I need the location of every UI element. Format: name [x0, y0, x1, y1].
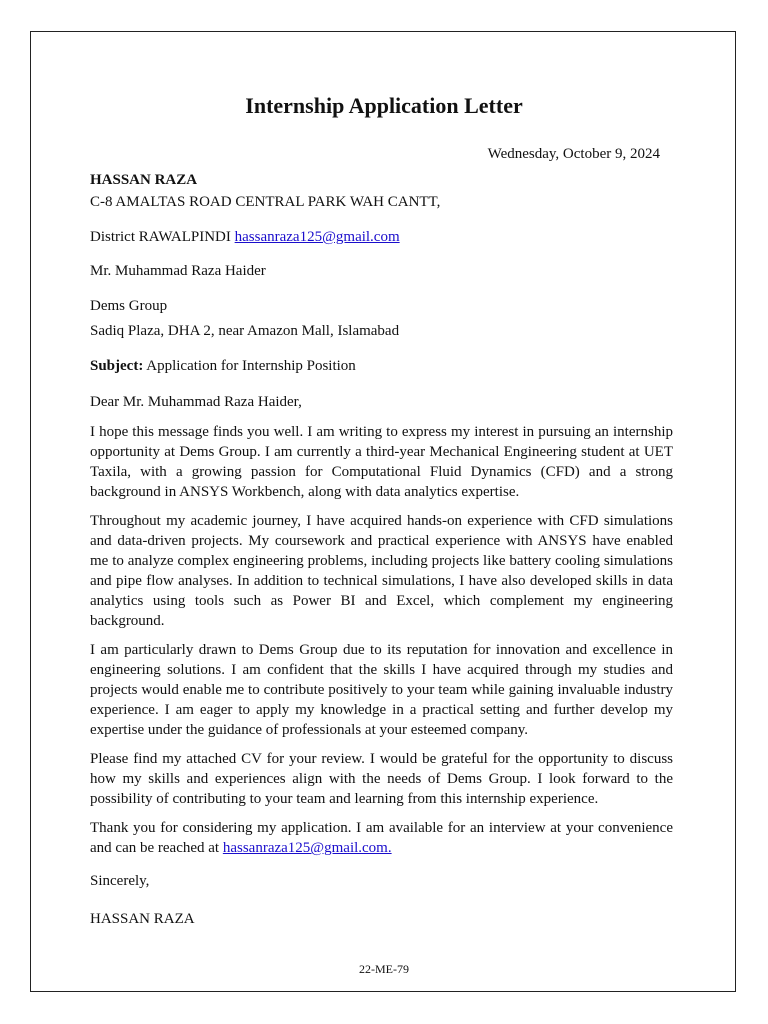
- salutation: Dear Mr. Muhammad Raza Haider,: [90, 394, 302, 410]
- sender-district: [90, 229, 400, 246]
- sender-email-link[interactable]: hassanraza125@gmail.com: [234, 229, 400, 245]
- sender-name: HASSAN RAZA: [90, 172, 198, 188]
- closing-paragraph: [90, 818, 673, 858]
- signoff: Sincerely,: [90, 873, 150, 889]
- letter-title: Internship Application Letter: [245, 93, 523, 118]
- body-paragraph-2: Throughout my academic journey, I have acquired hands-on experience with CFD simulations and data-driven projects. My coursework and practical experience with ANSYS have enabled me to analyze complex engineering problems, including projects like battery cooling simulations and pipe flow analyses. In addition to technical simulations, I have also developed skills in data analytics using tools such as Power BI and Excel, which complement my engineering background.: [90, 513, 673, 629]
- body-paragraph-4: Please find my attached CV for your review. I would be grateful for the opportunity to discuss how my skills and experiences align with the needs of Dems Group. I look forward to the possibility of contributing to your team and learning from this internship experience.: [90, 751, 673, 807]
- subject-text: Application for Internship Position: [143, 358, 356, 374]
- recipient-company: Dems Group: [90, 298, 168, 314]
- subject-line: [90, 358, 356, 375]
- signature-name: HASSAN RAZA: [90, 911, 195, 927]
- sender-address: C-8 AMALTAS ROAD CENTRAL PARK WAH CANTT,: [90, 194, 441, 210]
- district-text: District RAWALPINDI: [90, 229, 235, 245]
- letter-date: Wednesday, October 9, 2024: [487, 146, 660, 162]
- body-paragraph-3: I am particularly drawn to Dems Group due to its reputation for innovation and excellence in engineering solutions. I am confident that the skills I have acquired through my studies and projects would enable me to contribute positively to your team while gaining invaluable industry experience. I am eager to apply my knowledge in a practical setting and further develop my expertise under the guidance of professionals at your esteemed company.: [90, 642, 673, 738]
- body-paragraph-1: I hope this message finds you well. I am writing to express my interest in pursuing an internship opportunity at Dems Group. I am currently a third-year Mechanical Engineering student at UET Taxila, with a growing passion for Computational Fluid Dynamics (CFD) and a strong background in ANSYS Workbench, along with data analytics expertise.: [90, 424, 673, 500]
- subject-label: Subject:: [90, 358, 144, 374]
- closing-email-link[interactable]: hassanraza125@gmail.com.: [222, 840, 392, 856]
- footer-id: 22-ME-79: [359, 962, 409, 976]
- recipient-name: Mr. Muhammad Raza Haider: [90, 263, 266, 279]
- recipient-address: Sadiq Plaza, DHA 2, near Amazon Mall, Islamabad: [90, 323, 400, 339]
- closing-text: Thank you for considering my application. I am available for an interview at your convenience and can be reached at: [90, 820, 673, 856]
